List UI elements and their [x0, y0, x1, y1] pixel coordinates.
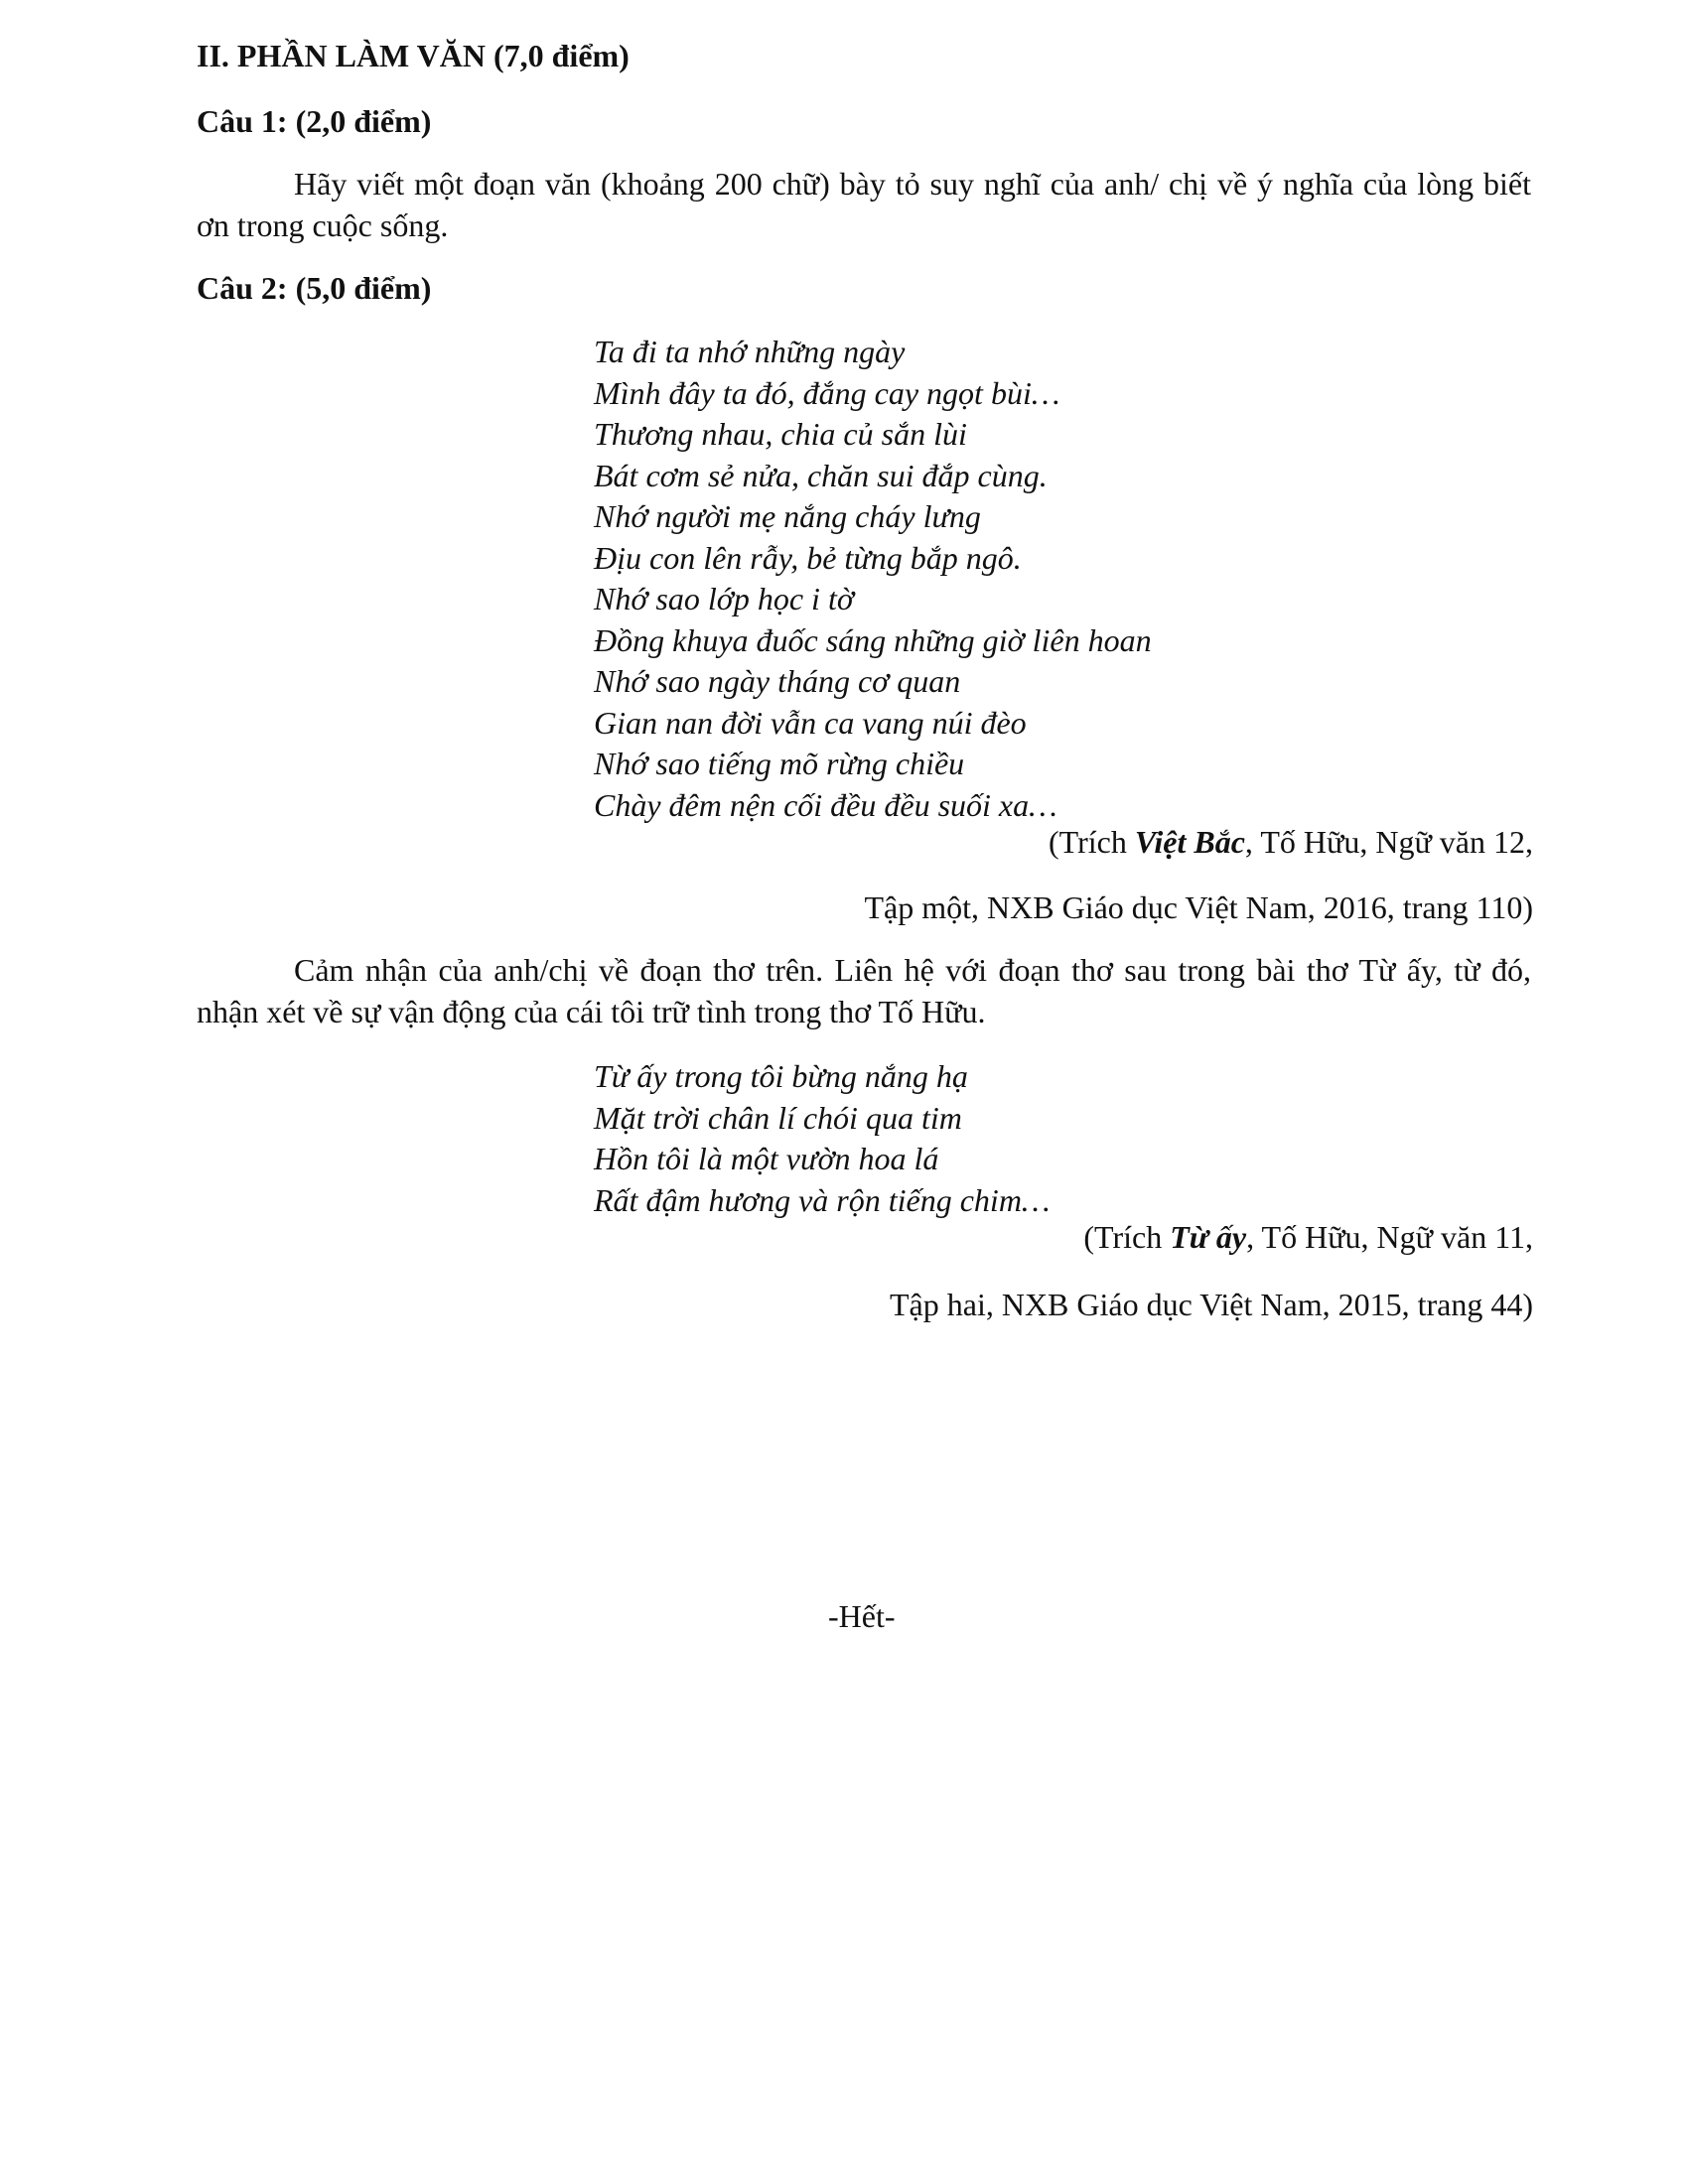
- citation-viet-bac: [1049, 824, 1533, 861]
- poem-excerpt-tu-ay: [594, 1056, 1487, 1221]
- poem-line: Mặt trời chân lí chói qua tim: [594, 1099, 962, 1136]
- citation-prefix: (Trích: [1083, 1219, 1171, 1255]
- citation-suffix: , Tố Hữu, Ngữ văn 12,: [1244, 824, 1533, 860]
- citation-work-title: Việt Bắc: [1134, 824, 1245, 860]
- question-2-heading: Câu 2: (5,0 điểm): [197, 270, 432, 306]
- citation-suffix: , Tố Hữu, Ngữ văn 11,: [1246, 1219, 1533, 1255]
- poem-line: Nhớ sao lớp học i tờ: [594, 581, 854, 616]
- poem-line: Rất đậm hương và rộn tiếng chim…: [594, 1181, 1051, 1218]
- section-title: II. PHẦN LÀM VĂN (7,0 điểm): [197, 38, 630, 73]
- poem-line: Địu con lên rẫy, bẻ từng bắp ngô.: [594, 539, 1022, 576]
- poem-line: Nhớ sao ngày tháng cơ quan: [594, 663, 961, 699]
- question-1-prompt: Hãy viết một đoạn văn (khoảng 200 chữ) bày tỏ suy nghĩ của anh/ chị về ý nghĩa của lòng biết ơn trong cuộc sống.: [197, 166, 1531, 243]
- end-mark: -Hết-: [828, 1598, 896, 1634]
- poem-line: Ta đi ta nhớ những ngày: [594, 334, 906, 369]
- poem-line: Đồng khuya đuốc sáng những giờ liên hoan: [594, 621, 1152, 658]
- poem-line: Hồn tôi là một vườn hoa lá: [594, 1141, 939, 1176]
- question-1-heading: Câu 1: (2,0 điểm): [197, 103, 432, 139]
- citation-work-title: Từ ấy: [1170, 1219, 1247, 1255]
- poem-line: Thương nhau, chia củ sắn lùi: [594, 416, 967, 452]
- poem-line: Từ ấy trong tôi bừng nắng hạ: [594, 1058, 968, 1094]
- poem-line: Mình đây ta đó, đắng cay ngọt bùi…: [594, 374, 1060, 411]
- poem-excerpt-viet-bac: [594, 332, 1487, 826]
- question-2-prompt: Cảm nhận của anh/chị về đoạn thơ trên. Liên hệ với đoạn thơ sau trong bài thơ Từ ấy, từ đó, nhận xét về sự vận động của cái tôi trữ tình trong thơ Tố Hữu.: [197, 952, 1531, 1029]
- poem-line: Bát cơm sẻ nửa, chăn sui đắp cùng.: [594, 457, 1048, 493]
- citation-viet-bac-source: Tập một, NXB Giáo dục Việt Nam, 2016, trang 110): [864, 889, 1533, 925]
- poem-line: Nhớ sao tiếng mõ rừng chiều: [594, 746, 965, 781]
- citation-prefix: (Trích: [1048, 824, 1135, 860]
- poem-line: Gian nan đời vẫn ca vang núi đèo: [594, 704, 1027, 741]
- citation-tu-ay-source: Tập hai, NXB Giáo dục Việt Nam, 2015, trang 44): [889, 1287, 1533, 1322]
- poem-line: Nhớ người mẹ nắng cháy lưng: [594, 498, 981, 534]
- citation-tu-ay: [1083, 1219, 1533, 1256]
- poem-line: Chày đêm nện cối đều đều suối xa…: [594, 786, 1057, 823]
